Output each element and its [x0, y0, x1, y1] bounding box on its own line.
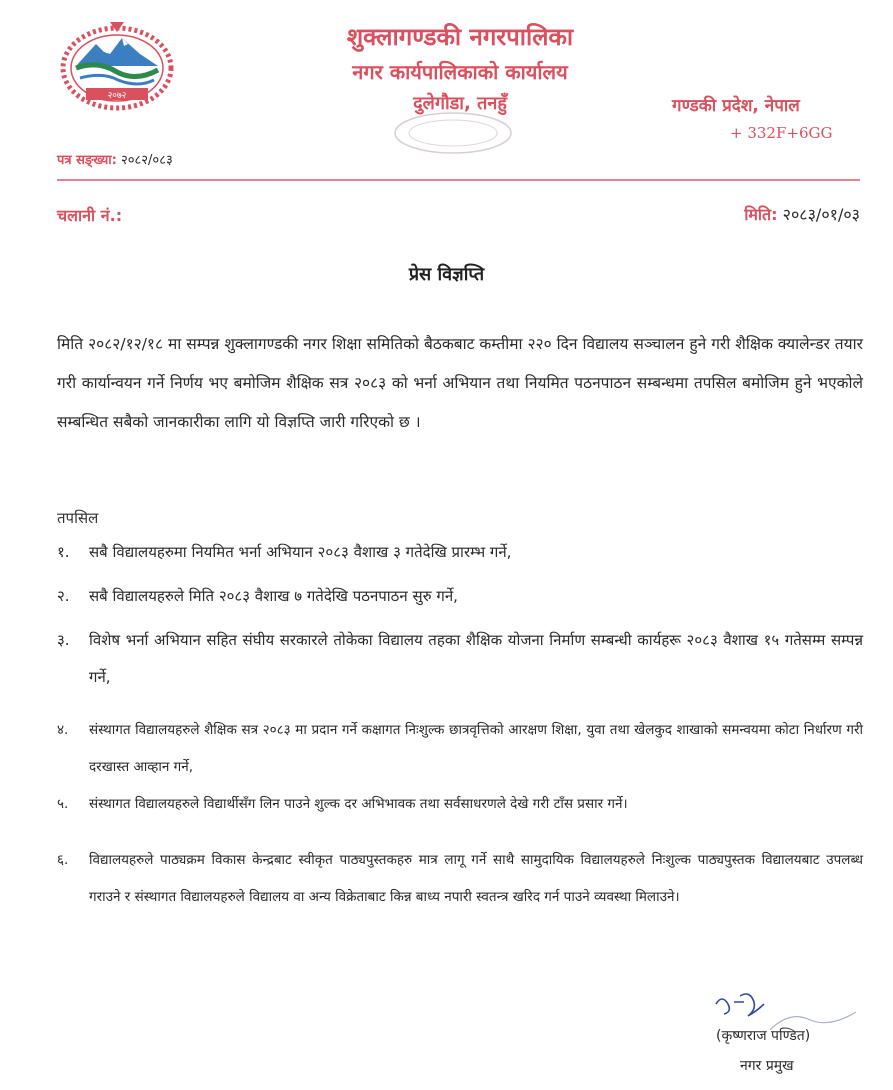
list-item-number: १. [57, 543, 70, 561]
org-name: शुक्लागण्डकी नगरपालिका [346, 23, 574, 51]
list-item [57, 534, 863, 571]
list-item [57, 578, 863, 615]
list-item-number: ३. [57, 631, 70, 649]
date [700, 203, 860, 225]
letter-number-label: पत्र सङ्ख्या: [57, 153, 117, 168]
letter-number [57, 150, 173, 168]
header-divider [57, 179, 860, 181]
list-item-text: विद्यालयहरुले पाठ्यक्रम विकास केन्द्रबाट स्वीकृत पाठ्यपुस्तकहरु मात्र लागू गर्ने साथै सामुदायिक विद्यालयहरुले निःशुल्क पाठ्यपुस्तक विद्यालयबाट उपलब्ध गराउने र संस्थागत विद्यालयहरुले विद्यालय वा अन्य विक्रेताबाट किन्न बाध्य नपारी स्वतन्त्र खरिद गर्न पाउने व्यवस्था मिलाउने। [89, 852, 863, 905]
province-label: गण्डकी प्रदेश, नेपाल [672, 96, 800, 116]
list-item-text: सबै विद्यालयहरुले मिति २०८३ वैशाख ७ गतेदेखि पठनपाठन सुरु गर्ने, [89, 587, 458, 605]
list-item [57, 712, 863, 786]
office-address: दुलेगौडा, तनहुँ [413, 93, 507, 114]
list-item-number: २. [57, 587, 70, 605]
signatory-name: (कृष्णराज पण्डित) [716, 1028, 811, 1044]
list-item [57, 786, 863, 823]
list-item-text: संस्थागत विद्यालयहरुले शैक्षिक सत्र २०८३ मा प्रदान गर्ने कक्षागत निःशुल्क छात्रवृत्तिको आरक्षण शिक्षा, युवा तथा खेलकुद शाखाको समन्वयमा कोटा निर्धारण गरी दरखास्त आव्हान गर्ने, [89, 722, 863, 775]
list-item-number: ६. [57, 852, 69, 868]
list-item-text: विशेष भर्ना अभियान सहित संघीय सरकारले तोकेका विद्यालय तहका शैक्षिक योजना निर्माण सम्बन्धी कार्यहरू २०८३ वैशाख १५ गतेसम्म सम्पन्न गर्ने, [89, 631, 863, 686]
date-label: मिति: [744, 205, 778, 224]
list-item-number: ५. [57, 796, 69, 812]
signatory-designation: नगर प्रमुख [740, 1058, 794, 1074]
date-value: २०८३/०१/०३ [782, 205, 860, 224]
stamp-mark [388, 108, 518, 158]
dispatch-number-label: चलानी नं.: [57, 206, 123, 225]
list-item-text: सबै विद्यालयहरुमा नियमित भर्ना अभियान २०८३ वैशाख ३ गतेदेखि प्रारम्भ गर्ने, [89, 543, 512, 561]
list-item-text: संस्थागत विद्यालयहरुले विद्यार्थीसँग लिन पाउने शुल्क दर अभिभावक तथा सर्वसाधरणले देखे गरी टाँस प्रसार गर्ने। [89, 796, 628, 812]
emblem-year: २०७२ [107, 91, 127, 101]
letter-number-value: २०८२/०८३ [121, 153, 173, 168]
list-item-number: ४. [57, 722, 69, 738]
municipality-emblem [58, 16, 176, 114]
details-heading: तपसिल [57, 509, 99, 527]
body-paragraph: मिति २०८२/१२/१८ मा सम्पन्न शुक्लागण्डकी नगर शिक्षा समितिको बैठकबाट कम्तीमा २२० दिन विद्यालय सञ्चालन हुने गरी शैक्षिक क्यालेन्डर तयार गरी कार्यान्वयन गर्ने निर्णय भए बमोजिम शैक्षिक सत्र २०८३ को भर्ना अभियान तथा नियमित पठनपाठन सम्बन्धमा तपसिल बमोजिम हुने भएकोले सम्बन्धित सबैको जानकारीका लागि यो विज्ञप्ति जारी गरिएको छ । [57, 335, 863, 431]
list-item [57, 842, 863, 916]
office-name: नगर कार्यपालिकाको कार्यालय [352, 60, 568, 84]
document-title: प्रेस विज्ञप्ति [408, 264, 485, 285]
plus-code: + 332F+6GG [730, 124, 833, 142]
list-item [57, 622, 863, 696]
